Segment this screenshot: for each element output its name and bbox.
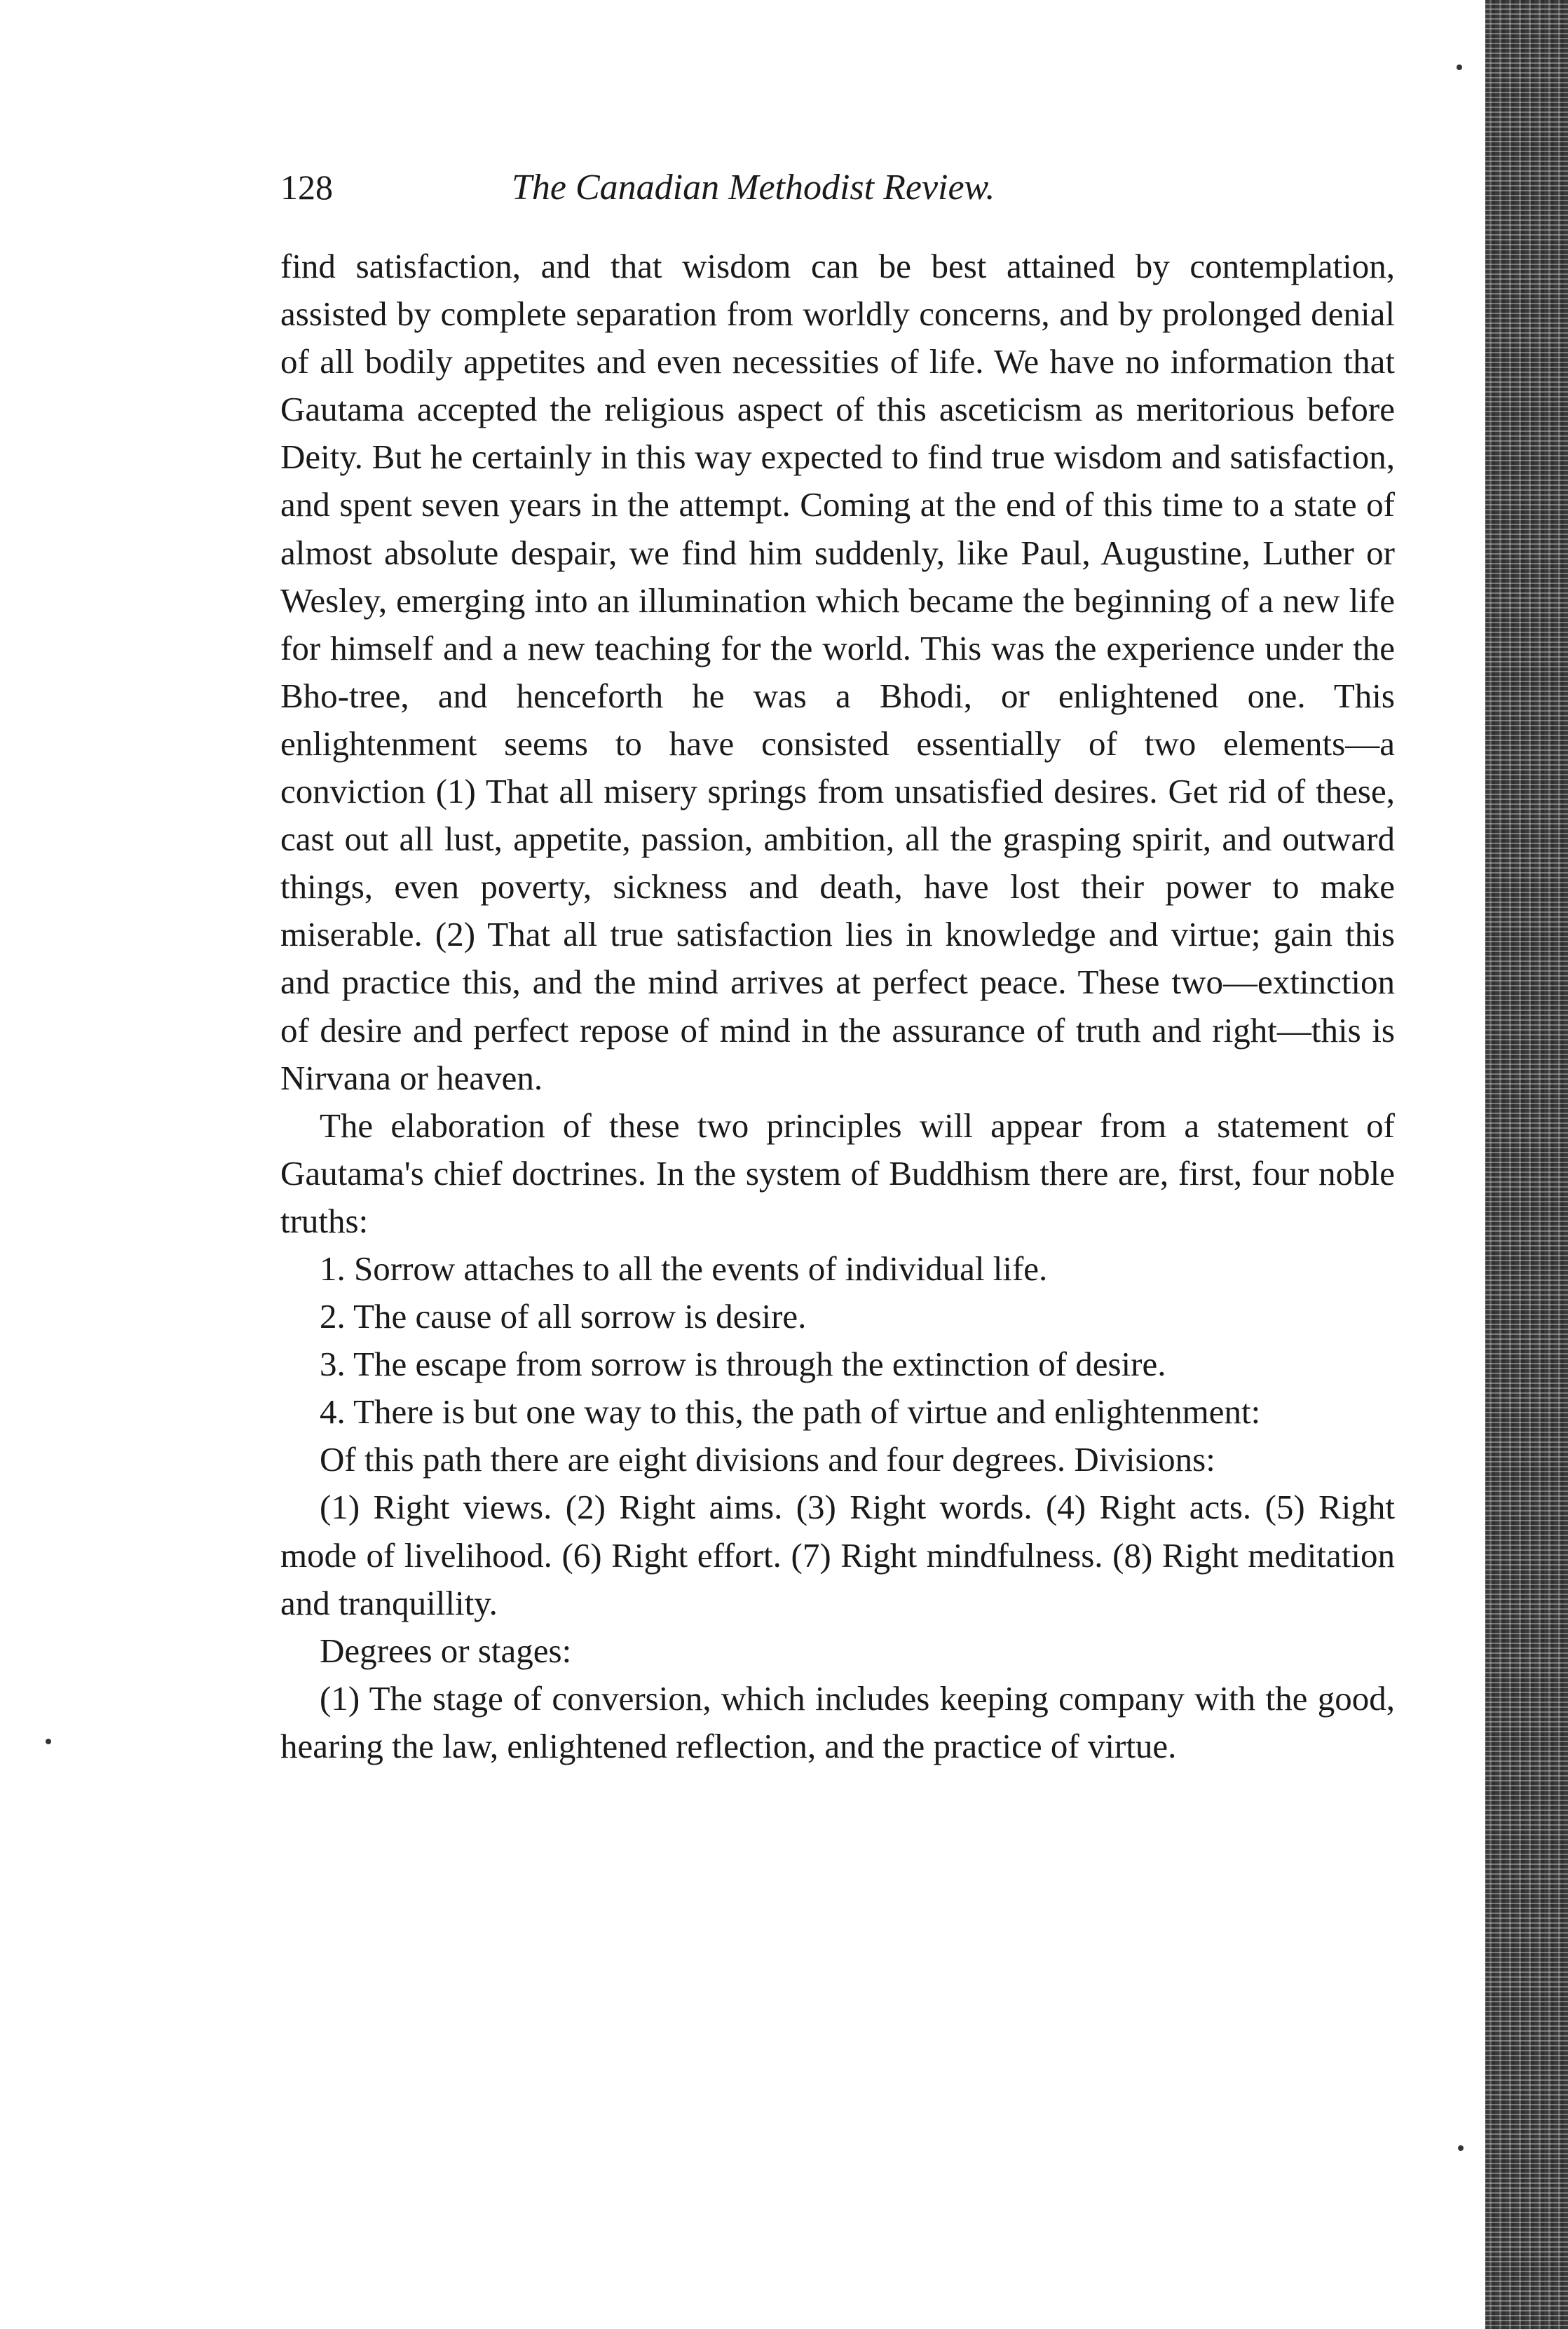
paragraph: The elaboration of these two principles will appear from a statement of Gautama's chief doctrines. In the system of Buddhism there are, first, four noble truths: [280, 1106, 1395, 1240]
list-item: 3. The escape from sorrow is through the extinction of desire. [320, 1345, 1166, 1384]
paragraph: (1) The stage of conversion, which includes keeping company with the good, hearing the law, enlightened reflection, and the practice of virtue. [280, 1678, 1395, 1765]
scan-speck [1457, 64, 1462, 70]
list-item: 4. There is but one way to this, the path of virtue and enlightenment: [320, 1392, 1261, 1432]
scan-speck [1458, 2145, 1464, 2151]
paragraph: Of this path there are eight divisions and four degrees. Divisions: [320, 1440, 1215, 1479]
paragraph: find satisfaction, and that wisdom can be best attained by contemplation, assisted by complete separation from worldly concerns, and by prolonged denial of all bodily appetites and even necessities of life. We have no information that Gautama accepted the religious aspect of this asceticism as meritorious before Deity. But he certainly in this way expected to find true wisdom and satisfaction, and spent seven years in the attempt. Coming at the end of this time to a state of almost absolute despair, we find him suddenly, like Paul, Augustine, Luther or Wesley, emerging into an illumination which became the beginning of a new life for himself and a new teaching for the world. This was the experience under the Bho-tree, and henceforth he was a Bhodi, or enlightened one. This enlightenment seems to have consisted essentially of two elements—a conviction (1) That all misery springs from unsatisfied desires. Get rid of these, cast out all lust, appetite, passion, ambition, all the grasping spirit, and outward things, even poverty, sickness and death, have lost their power to make miserable. (2) That all true satisfaction lies in knowledge and virtue; gain this and practice this, and the mind arrives at perfect peace. These two—extinction of desire and perfect repose of mind in the assurance of truth and right—this is Nirvana or heaven. [280, 247, 1395, 1097]
journal-title: The Canadian Methodist Review. [512, 168, 995, 208]
page-number: 128 [280, 168, 333, 207]
paragraph: Degrees or stages: [320, 1631, 572, 1670]
list-item: 2. The cause of all sorrow is desire. [320, 1297, 807, 1336]
scanned-page-edge [1485, 0, 1568, 2329]
running-head [280, 167, 1395, 223]
scan-speck [46, 1739, 51, 1744]
paragraph: (1) Right views. (2) Right aims. (3) Right words. (4) Right acts. (5) Right mode of livelihood. (6) Right effort. (7) Right mindfulness. (8) Right meditation and tranquillity. [280, 1488, 1395, 1622]
body-text [280, 243, 1395, 1770]
document-page [280, 167, 1395, 1770]
list-item: 1. Sorrow attaches to all the events of individual life. [320, 1249, 1048, 1288]
